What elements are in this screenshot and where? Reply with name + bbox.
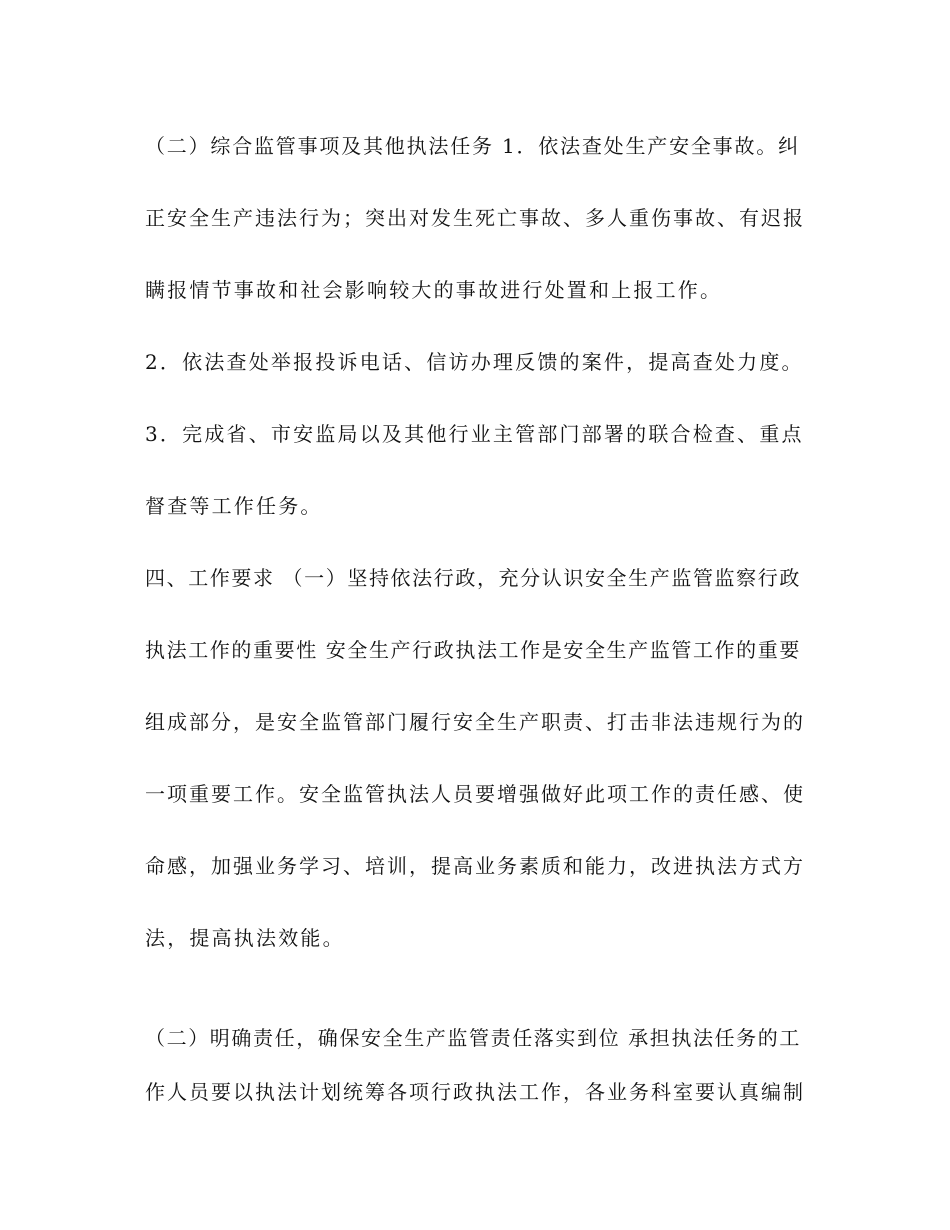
text-line: 命感，加强业务学习、培训，提高业务素质和能力，改进执法方式方 bbox=[145, 854, 805, 878]
text-line: （二）综合监管事项及其他执法任务 1．依法查处生产安全事故。纠 bbox=[145, 134, 800, 158]
text-line: 瞒报情节事故和社会影响较大的事故进行处置和上报工作。 bbox=[145, 278, 723, 302]
text-line: 作人员要以执法计划统筹各项行政执法工作，各业务科室要认真编制 bbox=[145, 1080, 805, 1104]
text-line: 2．依法查处举报投诉电话、信访办理反馈的案件，提高查处力度。 bbox=[145, 350, 804, 374]
text-line: 一项重要工作。安全监管执法人员要增强做好此项工作的责任感、使 bbox=[145, 782, 805, 806]
text-line: （二）明确责任，确保安全生产监管责任落实到位 承担执法任务的工 bbox=[145, 1026, 801, 1050]
text-line: 组成部分，是安全监管部门履行安全生产职责、打击非法违规行为的 bbox=[145, 710, 805, 734]
text-line: 3．完成省、市安监局以及其他行业主管部门部署的联合检查、重点 bbox=[145, 422, 804, 446]
text-line: 正安全生产违法行为；突出对发生死亡事故、多人重伤事故、有迟报 bbox=[145, 206, 805, 230]
text-line: 法，提高执法效能。 bbox=[145, 926, 345, 950]
text-line: 执法工作的重要性 安全生产行政执法工作是安全生产监管工作的重要 bbox=[145, 638, 801, 662]
text-line: 督查等工作任务。 bbox=[145, 494, 323, 518]
text-line: 四、工作要求 （一）坚持依法行政，充分认识安全生产监管监察行政 bbox=[145, 566, 801, 590]
